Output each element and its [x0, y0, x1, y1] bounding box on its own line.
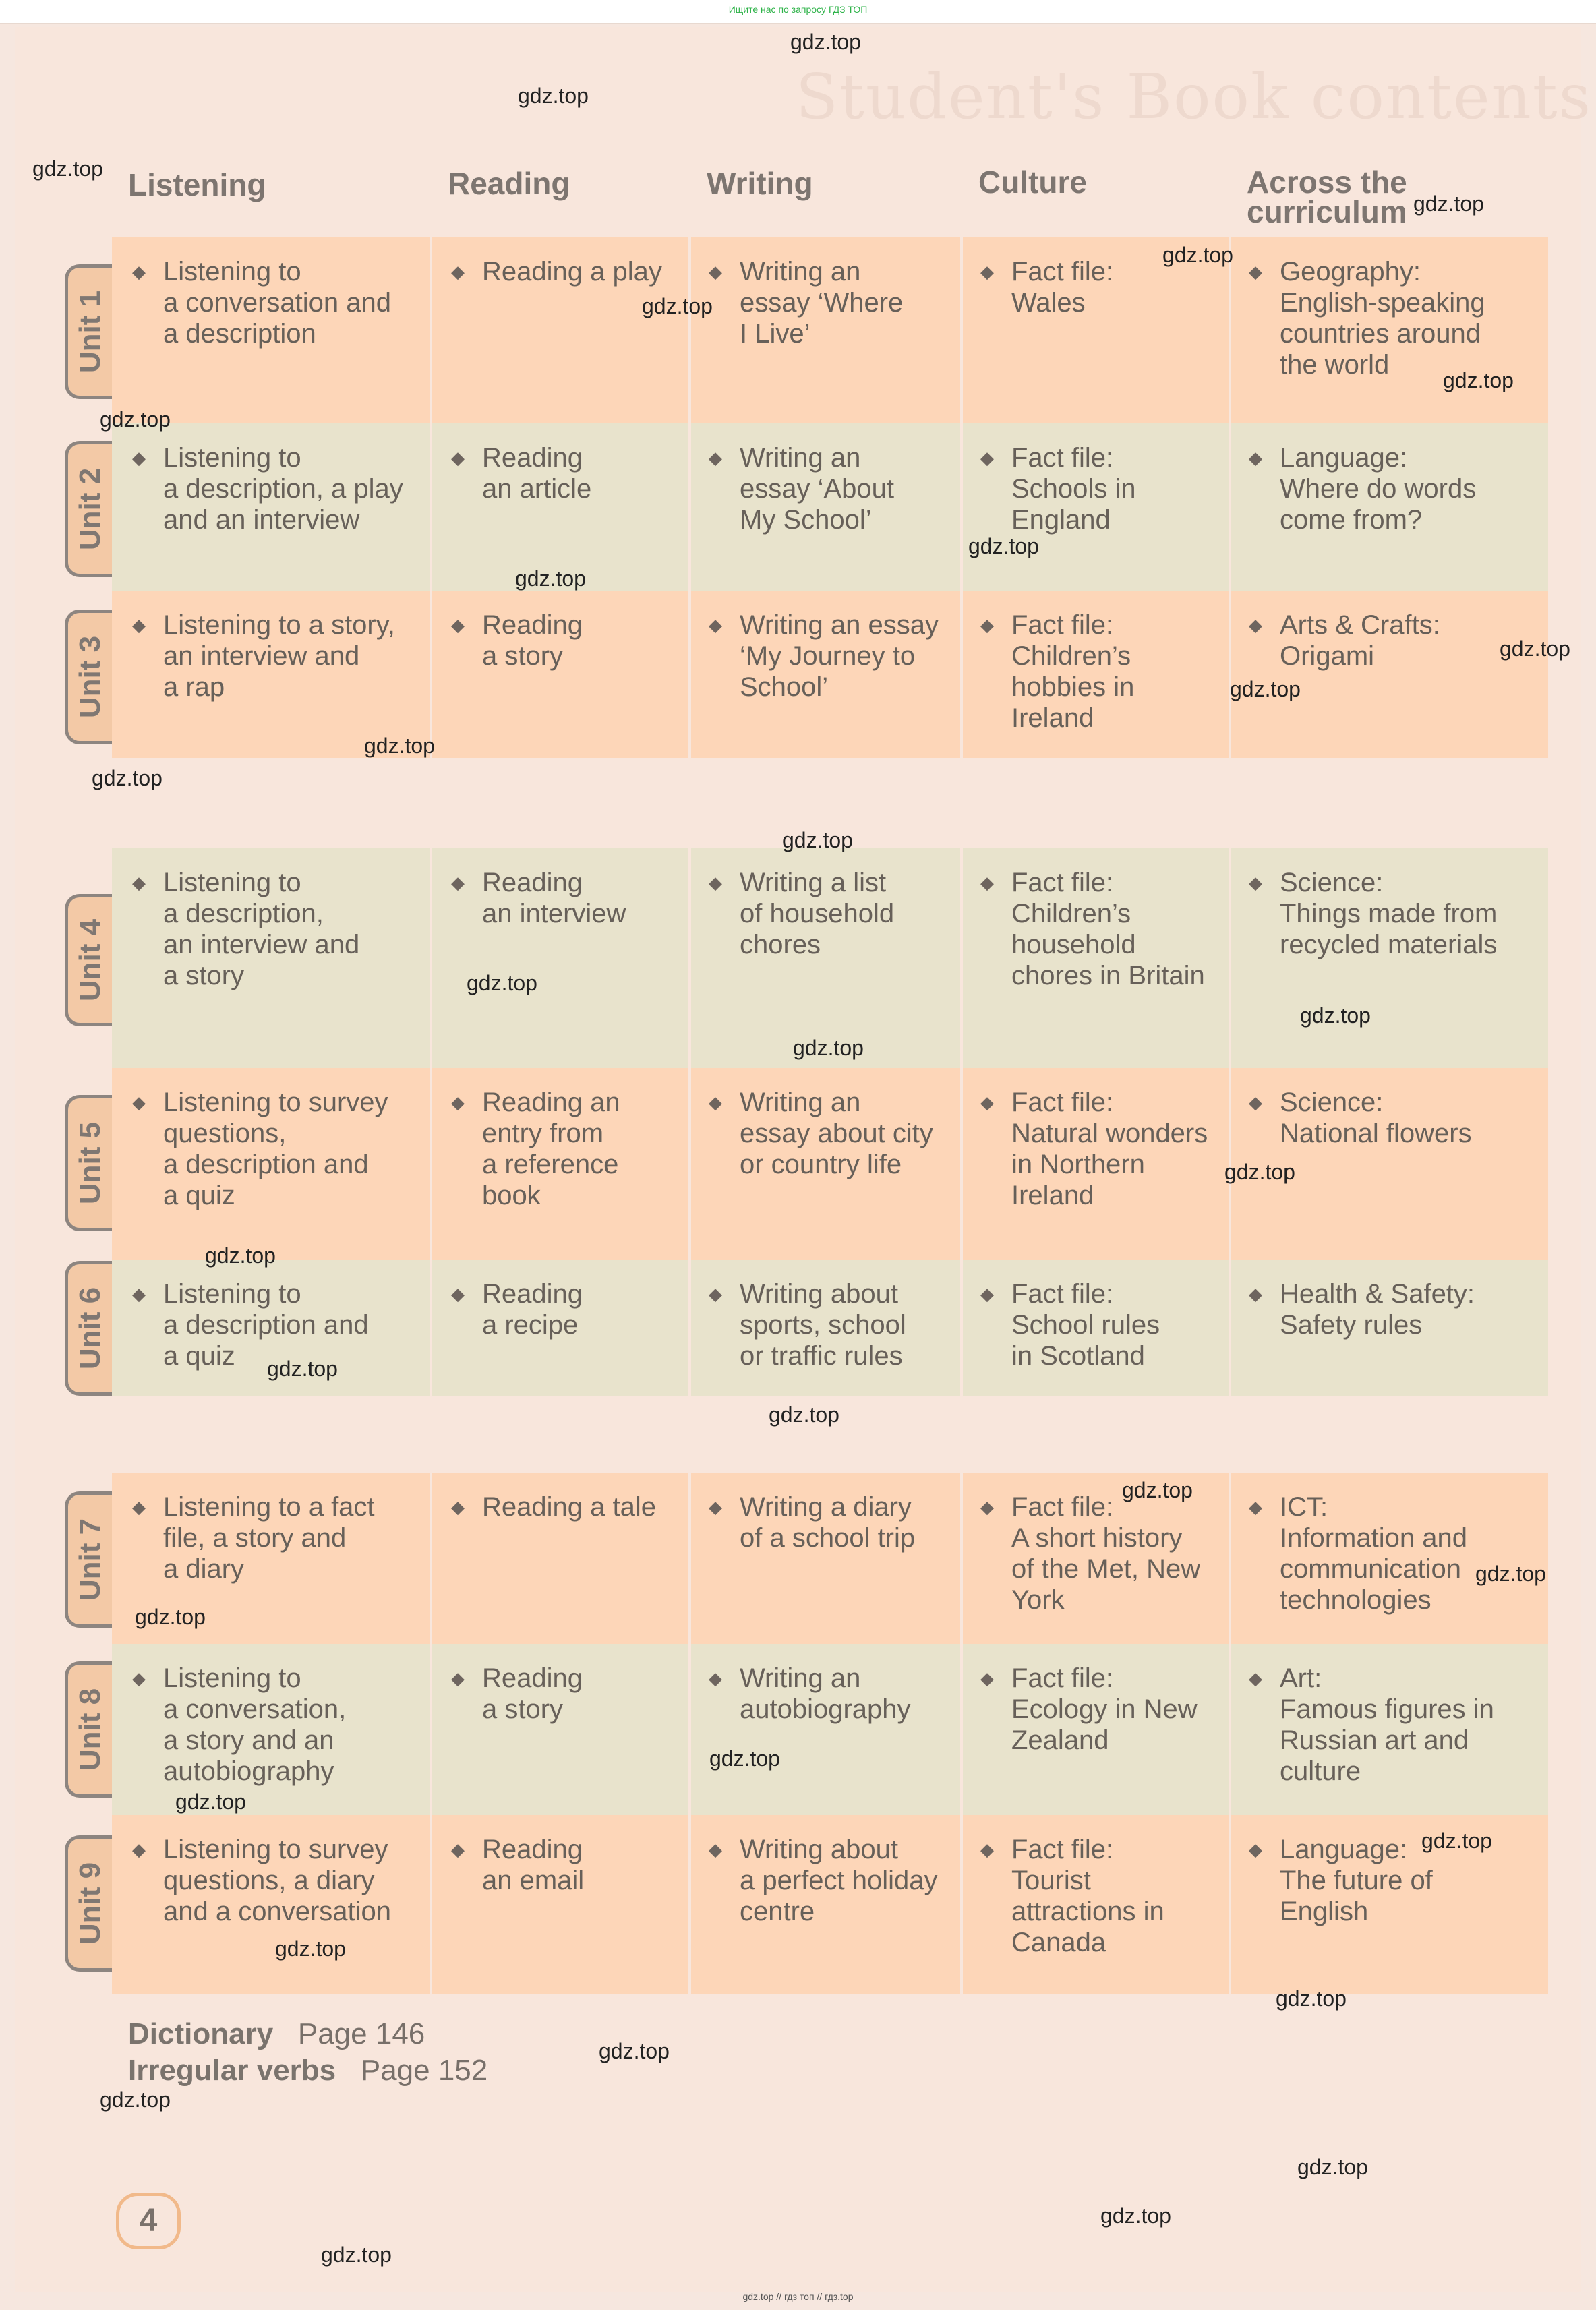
culture-cell	[963, 1260, 1231, 1396]
cell-text: Reading a play	[482, 257, 662, 287]
culture-cell	[963, 423, 1231, 591]
unit-tab-label: Unit 4	[73, 918, 107, 1002]
bullet-icon: ◆	[1249, 1497, 1262, 1517]
cell-text: Reading an article	[482, 443, 592, 504]
bullet-icon: ◆	[709, 1668, 722, 1688]
cell-text: Listening to a story, an interview and a rap	[163, 610, 395, 702]
bullet-icon: ◆	[451, 1839, 465, 1860]
cell-text: Writing an essay ‘About My School’	[740, 443, 895, 535]
watermark: gdz.top	[709, 1746, 780, 1771]
unit-row-5	[112, 1068, 1548, 1262]
watermark: gdz.top	[790, 30, 861, 54]
units-section-1	[112, 237, 1548, 758]
unit-tab-6	[65, 1261, 112, 1396]
bullet-icon: ◆	[1249, 1284, 1262, 1304]
reading-cell	[432, 1260, 691, 1396]
watermark: gdz.top	[467, 971, 537, 995]
watermark: gdz.top	[135, 1605, 206, 1629]
bullet-icon: ◆	[132, 1668, 146, 1688]
watermark: gdz.top	[100, 407, 171, 432]
unit-tab-3	[65, 610, 112, 744]
writing-cell	[691, 1473, 963, 1644]
bullet-icon: ◆	[709, 448, 722, 468]
watermark: gdz.top	[1230, 677, 1301, 701]
culture-cell	[963, 1815, 1231, 1994]
unit-tab-label: Unit 3	[73, 635, 107, 719]
listening-cell	[112, 423, 432, 591]
unit-row-7	[112, 1473, 1548, 1647]
unit-tab-8	[65, 1661, 112, 1798]
curriculum-cell	[1231, 1473, 1548, 1644]
listening-cell	[112, 591, 432, 758]
culture-cell	[963, 1068, 1231, 1260]
listening-cell	[112, 1068, 432, 1260]
bullet-icon: ◆	[132, 1497, 146, 1517]
writing-cell	[691, 237, 963, 423]
irregular-verbs-page: Page 152	[360, 2054, 488, 2087]
watermark: gdz.top	[769, 1402, 839, 1427]
bullet-icon: ◆	[709, 1284, 722, 1304]
cell-text: Reading a tale	[482, 1492, 656, 1522]
cell-text: Health & Safety: Safety rules	[1280, 1279, 1475, 1340]
bullet-icon: ◆	[1249, 448, 1262, 468]
watermark: gdz.top	[100, 2087, 171, 2112]
bullet-icon: ◆	[132, 1284, 146, 1304]
cell-text: Listening to a description and a quiz	[163, 1279, 369, 1371]
cell-text: Writing an essay ‘My Journey to School’	[740, 610, 939, 702]
unit-row-1	[112, 237, 1548, 426]
column-header-listening: Listening	[128, 167, 266, 202]
listening-cell	[112, 1644, 432, 1815]
bullet-icon: ◆	[709, 615, 722, 635]
bullet-icon: ◆	[451, 872, 465, 893]
bullet-icon: ◆	[1249, 1839, 1262, 1860]
listening-cell	[112, 237, 432, 423]
cell-text: Listening to a fact file, a story and a diary	[163, 1492, 375, 1584]
cell-text: Science: Things made from recycled materials	[1280, 868, 1498, 959]
reading-cell	[432, 423, 691, 591]
watermark: gdz.top	[321, 2243, 392, 2267]
unit-tab-5	[65, 1095, 112, 1231]
bullet-icon: ◆	[132, 1092, 146, 1113]
bullet-icon: ◆	[980, 1668, 994, 1688]
cell-text: Fact file: Children’s household chores in Britain	[1011, 868, 1205, 990]
culture-cell	[963, 848, 1231, 1068]
cell-text: Arts & Crafts: Origami	[1280, 610, 1440, 671]
writing-cell	[691, 1815, 963, 1994]
watermark: gdz.top	[1421, 1829, 1492, 1853]
cell-text: Fact file: Wales	[1011, 257, 1114, 318]
ghost-title: Student's Book contents	[796, 61, 1592, 133]
top-banner-bar	[0, 0, 1596, 24]
cell-text: Fact file: Ecology in New Zealand	[1011, 1663, 1198, 1755]
reading-cell	[432, 1068, 691, 1260]
watermark: gdz.top	[1413, 191, 1484, 216]
watermark: gdz.top	[275, 1936, 346, 1961]
bullet-icon: ◆	[451, 1497, 465, 1517]
watermark: gdz.top	[1122, 1478, 1193, 1502]
bullet-icon: ◆	[451, 1284, 465, 1304]
cell-text: Language: The future of English	[1280, 1835, 1433, 1926]
bullet-icon: ◆	[132, 872, 146, 893]
reading-cell	[432, 591, 691, 758]
watermark: gdz.top	[518, 84, 589, 108]
bullet-icon: ◆	[451, 262, 465, 282]
watermark: gdz.top	[1100, 2203, 1171, 2228]
curriculum-cell	[1231, 1260, 1548, 1396]
bullet-icon: ◆	[132, 262, 146, 282]
bullet-icon: ◆	[980, 262, 994, 282]
watermark: gdz.top	[642, 294, 713, 318]
unit-tab-label: Unit 8	[73, 1688, 107, 1771]
bullet-icon: ◆	[709, 1497, 722, 1517]
cell-text: Listening to a conversation and a description	[163, 257, 392, 349]
writing-cell	[691, 1260, 963, 1396]
cell-text: Reading an entry from a reference book	[482, 1088, 620, 1210]
listening-cell	[112, 848, 432, 1068]
cell-text: Science: National flowers	[1280, 1088, 1472, 1148]
bullet-icon: ◆	[980, 1839, 994, 1860]
cell-text: Art: Famous figures in Russian art and culture	[1280, 1663, 1494, 1786]
bullet-icon: ◆	[1249, 872, 1262, 893]
curriculum-cell	[1231, 237, 1548, 423]
unit-row-9	[112, 1815, 1548, 1997]
irregular-verbs-reference	[128, 2054, 487, 2087]
bullet-icon: ◆	[709, 872, 722, 893]
irregular-verbs-label: Irregular verbs	[128, 2054, 336, 2087]
bullet-icon: ◆	[132, 448, 146, 468]
column-header-culture: Culture	[978, 165, 1087, 200]
cell-text: Listening to a conversation, a story and an autobiography	[163, 1663, 347, 1786]
cell-text: Writing an autobiography	[740, 1663, 911, 1724]
watermark: gdz.top	[1162, 243, 1233, 267]
bullet-icon: ◆	[980, 872, 994, 893]
bullet-icon: ◆	[709, 1092, 722, 1113]
writing-cell	[691, 591, 963, 758]
watermark: gdz.top	[1500, 636, 1570, 661]
cell-text: Fact file: A short history of the Met, New York	[1011, 1492, 1201, 1615]
unit-tab-label: Unit 1	[73, 290, 107, 374]
top-banner-text[interactable]: Ищите нас по запросу ГДЗ ТОП	[728, 4, 868, 15]
cell-text: Reading an interview	[482, 868, 626, 928]
curriculum-cell	[1231, 1644, 1548, 1815]
dictionary-reference	[128, 2017, 425, 2051]
cell-text: Geography: English-speaking countries around the world	[1280, 257, 1485, 380]
page-number: 4	[116, 2193, 181, 2249]
cell-text: Fact file: Natural wonders in Northern Ireland	[1011, 1088, 1208, 1210]
unit-tab-1	[65, 264, 112, 399]
cell-text: Listening to a description, an interview and a story	[163, 868, 360, 990]
curriculum-cell	[1231, 423, 1548, 591]
bullet-icon: ◆	[980, 1497, 994, 1517]
unit-tab-4	[65, 894, 112, 1026]
writing-cell	[691, 1644, 963, 1815]
bullet-icon: ◆	[709, 1839, 722, 1860]
cell-text: Fact file: Tourist attractions in Canada	[1011, 1835, 1164, 1957]
watermark: gdz.top	[175, 1789, 246, 1814]
reading-cell	[432, 848, 691, 1068]
watermark: gdz.top	[1443, 368, 1514, 392]
bullet-icon: ◆	[451, 615, 465, 635]
watermark: gdz.top	[515, 566, 586, 591]
bullet-icon: ◆	[451, 448, 465, 468]
cell-text: Writing a list of household chores	[740, 868, 895, 959]
curriculum-cell	[1231, 591, 1548, 758]
column-header-reading: Reading	[448, 166, 570, 201]
bullet-icon: ◆	[980, 615, 994, 635]
watermark: gdz.top	[782, 828, 853, 852]
watermark: gdz.top	[92, 766, 162, 790]
watermark: gdz.top	[793, 1036, 864, 1060]
dictionary-label: Dictionary	[128, 2017, 274, 2050]
bullet-icon: ◆	[980, 448, 994, 468]
reading-cell	[432, 1473, 691, 1644]
unit-tab-label: Unit 6	[73, 1286, 107, 1370]
unit-row-8	[112, 1644, 1548, 1818]
listening-cell	[112, 1815, 432, 1994]
watermark: gdz.top	[599, 2039, 670, 2063]
watermark: gdz.top	[968, 534, 1039, 558]
culture-cell	[963, 1644, 1231, 1815]
cell-text: Writing a diary of a school trip	[740, 1492, 916, 1553]
cell-text: Reading a story	[482, 610, 583, 671]
bullet-icon: ◆	[1249, 262, 1262, 282]
bullet-icon: ◆	[451, 1668, 465, 1688]
reading-cell	[432, 1815, 691, 1994]
units-section-3	[112, 1473, 1548, 1994]
unit-tab-label: Unit 5	[73, 1121, 107, 1205]
cell-text: Language: Where do words come from?	[1280, 443, 1477, 535]
curriculum-cell	[1231, 848, 1548, 1068]
cell-text: Fact file: School rules in Scotland	[1011, 1279, 1160, 1371]
culture-cell	[963, 591, 1231, 758]
watermark: gdz.top	[267, 1357, 338, 1381]
cell-text: Reading an email	[482, 1835, 585, 1895]
watermark: gdz.top	[1475, 1562, 1546, 1586]
watermark: gdz.top	[364, 734, 435, 758]
unit-tab-7	[65, 1491, 112, 1628]
reading-cell	[432, 237, 691, 423]
cell-text: Reading a recipe	[482, 1279, 583, 1340]
bullet-icon: ◆	[1249, 1092, 1262, 1113]
writing-cell	[691, 1068, 963, 1260]
column-header-writing: Writing	[707, 166, 813, 201]
cell-text: Fact file: Schools in England	[1011, 443, 1136, 535]
bottom-banner-text: gdz.top // гдз топ // гдз.top	[742, 2291, 854, 2302]
bullet-icon: ◆	[980, 1092, 994, 1113]
unit-tab-9	[65, 1835, 112, 1972]
curriculum-cell	[1231, 1815, 1548, 1994]
bullet-icon: ◆	[709, 262, 722, 282]
units-section-2	[112, 848, 1548, 1396]
dictionary-page: Page 146	[297, 2017, 425, 2050]
cell-text: Writing an essay ‘Where I Live’	[740, 257, 904, 349]
cell-text: Writing about sports, school or traffic rules	[740, 1279, 906, 1371]
watermark: gdz.top	[1297, 2155, 1368, 2179]
watermark: gdz.top	[32, 156, 103, 181]
bullet-icon: ◆	[132, 1839, 146, 1860]
cell-text: Listening to survey questions, a description and a quiz	[163, 1088, 388, 1210]
cell-text: Writing about a perfect holiday centre	[740, 1835, 938, 1926]
unit-tab-2	[65, 441, 112, 577]
unit-tab-label: Unit 9	[73, 1862, 107, 1945]
watermark: gdz.top	[1276, 1986, 1347, 2011]
cell-text: ICT: Information and communication technologies	[1280, 1492, 1467, 1615]
unit-tab-label: Unit 7	[73, 1518, 107, 1601]
unit-row-3	[112, 591, 1548, 761]
watermark: gdz.top	[1300, 1003, 1371, 1028]
bullet-icon: ◆	[980, 1284, 994, 1304]
cell-text: Listening to survey questions, a diary and a conversation	[163, 1835, 392, 1926]
cell-text: Reading a story	[482, 1663, 583, 1724]
unit-tab-label: Unit 2	[73, 467, 107, 551]
unit-row-2	[112, 423, 1548, 593]
watermark: gdz.top	[1224, 1160, 1295, 1184]
column-header-across-the-curriculum: Across the curriculum	[1247, 165, 1407, 229]
bullet-icon: ◆	[132, 615, 146, 635]
watermark: gdz.top	[205, 1243, 276, 1268]
writing-cell	[691, 423, 963, 591]
bullet-icon: ◆	[1249, 1668, 1262, 1688]
cell-text: Writing an essay about city or country life	[740, 1088, 933, 1179]
cell-text: Listening to a description, a play and an interview	[163, 443, 403, 535]
cell-text: Fact file: Children’s hobbies in Ireland	[1011, 610, 1135, 733]
bullet-icon: ◆	[1249, 615, 1262, 635]
reading-cell	[432, 1644, 691, 1815]
bullet-icon: ◆	[451, 1092, 465, 1113]
